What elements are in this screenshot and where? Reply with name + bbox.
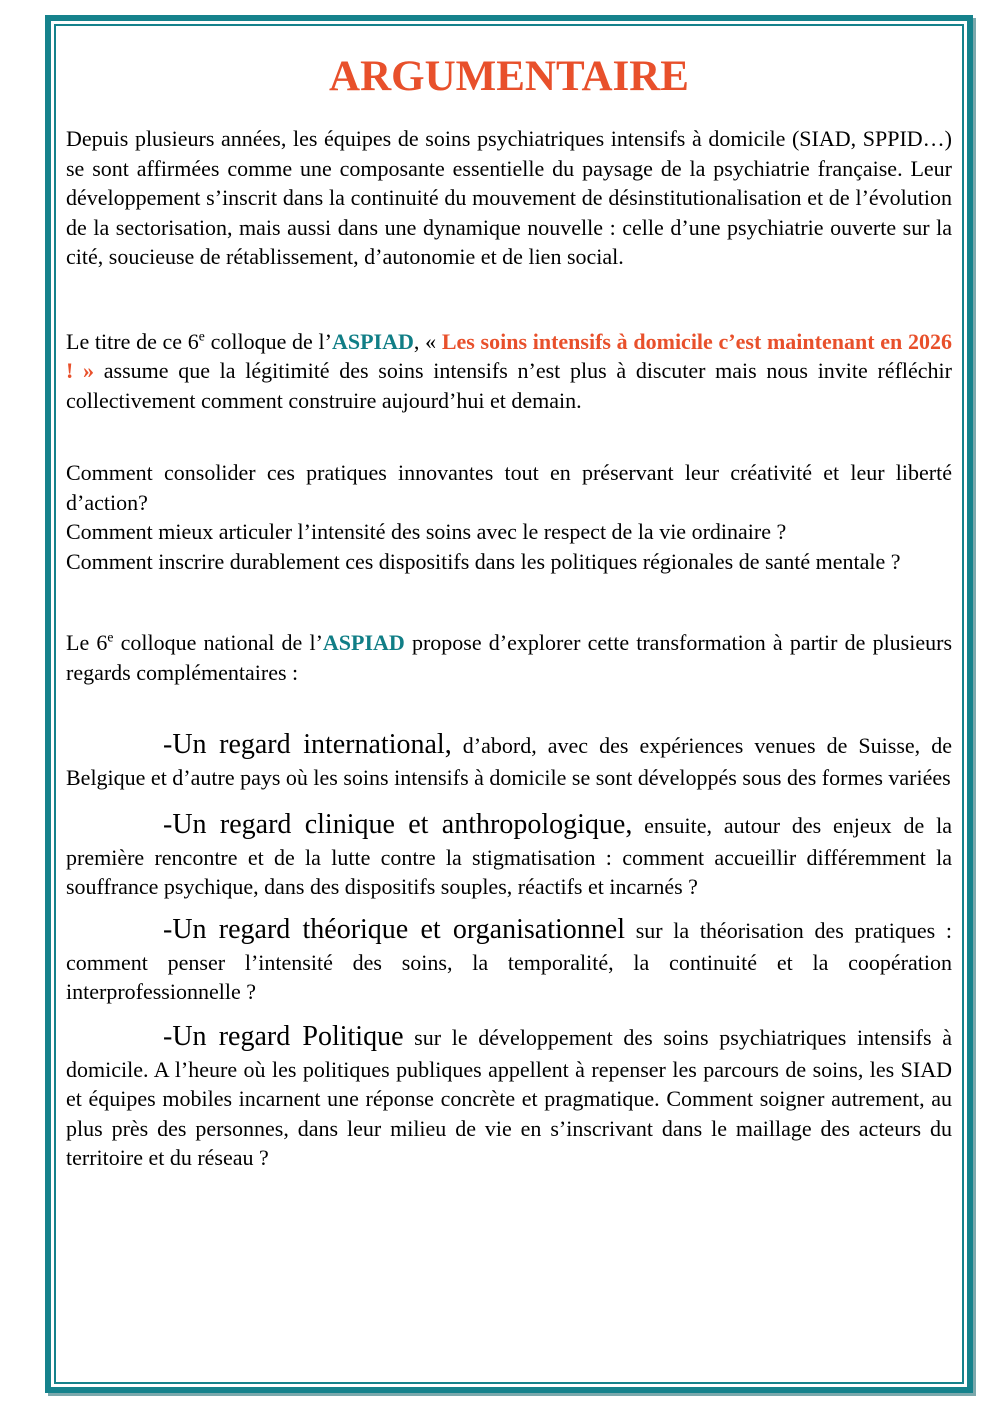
text-segment-normal: assume que la légitimité des soins intensifs n’est plus à discuter mais nous invite réfléchir collectivement comment construire aujourd’hui et demain. <box>66 358 952 413</box>
paragraph-intro <box>66 124 952 272</box>
inner-border-frame <box>54 24 964 1384</box>
outer-border-frame <box>45 15 973 1393</box>
regard-item-theorique-organisationnel <box>66 912 952 1007</box>
text-segment-normal: , « <box>413 328 442 354</box>
paragraph-question-3 <box>66 547 952 577</box>
regard-item-clinique-anthropologique <box>66 807 952 902</box>
page-title: ARGUMENTAIRE <box>329 53 689 100</box>
text-segment-big: -Un regard international, <box>163 729 452 761</box>
text-segment-normal: Comment mieux articuler l’intensité des soins avec le respect de la vie ordinaire ? <box>66 519 787 545</box>
text-segment-orange: Les soins intensifs à domicile c’est maintenant en 2026 ! » <box>66 328 952 384</box>
regard-item-international <box>66 727 952 793</box>
text-segment-normal: Comment consolider ces pratiques innovantes tout en préservant leur créativité et leur liberté d’action? <box>66 460 952 515</box>
text-segment-normal: Depuis plusieurs années, les équipes de soins psychiatriques intensifs à domicile (SIAD, SPPID…) se sont affirmées comme une composante essentielle du paysage de la psychiatrie française. Leur développement s’inscrit dans la continuité du mouvement de désinstitutionalisation et de l’évolution de la sectorisation, mais aussi dans une dynamique nouvelle : celle d’une psychiatrie ouverte sur la cité, soucieuse de rétablissement, d’autonomie et de lien social. <box>66 126 952 270</box>
text-segment-normal: Comment inscrire durablement ces dispositifs dans les politiques régionales de santé mentale ? <box>66 548 901 574</box>
text-segment-big: -Un regard théorique et organisationnel <box>163 913 625 945</box>
regard-item-politique <box>66 1019 952 1173</box>
text-segment-big: -Un regard clinique et anthropologique, <box>163 808 633 840</box>
document-content <box>56 26 962 1382</box>
paragraph-question-1 <box>66 458 952 517</box>
text-segment-normal: ensuite, autour des enjeux de la première rencontre et de la lutte contre la stigmatisation : comment accueillir différemment la souffrance psychique, dans des dispositifs souples, réactifs et incarnés ? <box>66 812 952 900</box>
text-segment-normal: sur la théorisation des pratiques : comment penser l’intensité des soins, la temporalité, la continuité et la coopération interprofessionnelle ? <box>66 917 952 1005</box>
text-segment-sup: e <box>198 328 205 344</box>
text-segment-teal: ASPIAD <box>322 630 405 656</box>
text-segment-normal: colloque de l’ <box>204 328 332 354</box>
text-segment-normal: colloque national de l’ <box>113 630 323 656</box>
paragraph-colloque-titre <box>66 327 952 416</box>
paragraph-lead <box>66 628 952 687</box>
text-segment-normal: d’abord, avec des expériences venues de Suisse, de Belgique et d’autre pays où les soins intensifs à domicile se sont développés sous des formes variées <box>66 733 952 791</box>
text-segment-normal: Le titre de ce 6 <box>66 328 199 354</box>
text-segment-normal: sur le développement des soins psychiatriques intensifs à domicile. A l’heure où les politiques publiques appellent à repenser les parcours de soins, les SIAD et équipes mobiles incarnent une réponse concrète et pragmatique. Comment soigner autrement, au plus près des personnes, dans leur milieu de vie en s’inscrivant dans le maillage des acteurs du territoire et du réseau ? <box>66 1024 952 1171</box>
text-segment-sup: e <box>107 629 114 645</box>
text-segment-teal: ASPIAD <box>331 328 414 354</box>
paragraph-question-2 <box>66 517 952 547</box>
text-segment-normal: propose d’explorer cette transformation à partir de plusieurs regards complémentaires : <box>66 630 953 685</box>
text-segment-big: -Un regard Politique <box>163 1020 404 1052</box>
text-segment-normal: Le 6 <box>66 630 108 656</box>
